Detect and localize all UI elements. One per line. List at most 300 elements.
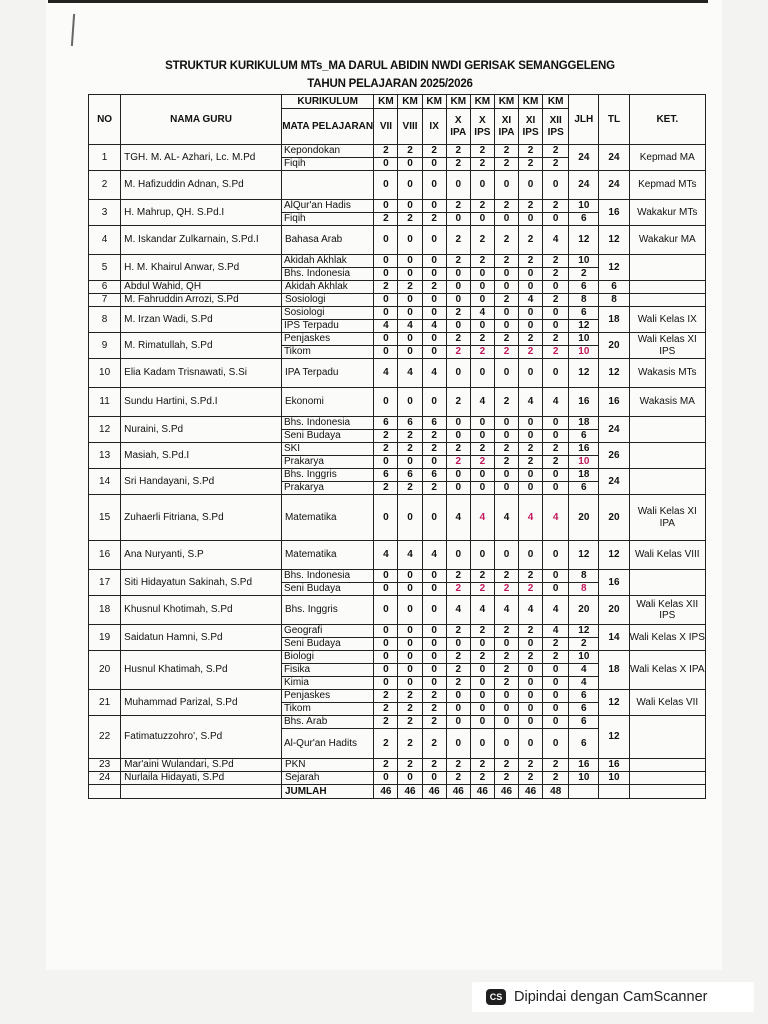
hour-value: 0 [447,268,470,281]
jlh-cell [569,716,599,759]
subject-name: Bhs. Arab [283,716,328,728]
hour-value: 0 [543,359,569,388]
teacher-row [89,226,706,255]
teacher-row [89,495,706,541]
hour-value: 0 [383,307,389,319]
hour-value: 4 [422,359,446,388]
hour-cell [470,625,494,651]
row-number: 19 [89,625,121,651]
hour-cell [543,570,569,596]
hour-cell [374,469,398,495]
hour-value: 2 [455,570,462,582]
hour-value: 2 [423,213,446,226]
hour-value: 0 [495,729,518,759]
hour-value: 0 [527,469,534,481]
row-number: 7 [89,294,121,307]
hour-value: 0 [543,583,568,596]
hour-value: 0 [374,456,397,469]
hour-value: 0 [398,583,421,596]
hour-value: 2 [470,226,494,255]
teacher-name: Abdul Wahid, QH [121,281,282,294]
tl-value: 14 [599,625,629,651]
hour-value: 0 [471,677,494,690]
hour-value: 2 [527,570,534,582]
subject-name: Seni Budaya [282,583,373,596]
jlh-value: 6 [569,430,598,443]
hour-value: 0 [519,482,542,495]
header-class: X IPS [470,109,494,145]
teacher-name: Mar'aini Wulandari, S.Pd [121,759,282,772]
hour-value: 0 [446,171,470,200]
hour-value: 0 [543,664,568,677]
subject-name: Bhs. Indonesia [282,268,373,281]
tl-value: 16 [599,200,629,226]
jlh-cell [569,690,599,716]
header-km: KM [494,95,518,109]
keterangan: Wali Kelas X IPA [629,651,705,690]
hour-cell [398,625,422,651]
subject-name: Matematika [281,495,373,541]
row-number: 22 [89,716,121,759]
hour-value: 0 [423,638,446,651]
teacher-row [89,417,706,443]
hour-value: 4 [422,541,446,570]
hour-value: 0 [495,638,518,651]
jlh-value: 10 [578,651,590,663]
teacher-row [89,772,706,785]
hour-value: 0 [479,690,486,702]
hour-cell [519,333,543,359]
subject-name: Fiqih [282,213,373,226]
hour-value: 0 [407,200,413,212]
hour-value: 4 [470,596,494,625]
jumlah-row [89,785,706,799]
hour-value: 0 [543,541,569,570]
hour-value: 4 [398,359,422,388]
hour-cell [398,255,422,281]
hour-cell [398,417,422,443]
hour-value: 0 [447,430,470,443]
hour-value: 2 [503,651,510,663]
hour-cell [543,417,569,443]
hour-value: 0 [471,482,494,495]
hour-cell [374,443,398,469]
hour-cell [422,469,446,495]
teacher-name: Husnul Khatimah, S.Pd [121,651,282,690]
hour-value: 0 [423,346,446,359]
jlh-value: 6 [569,482,598,495]
hour-value: 0 [398,772,422,785]
hour-value: 2 [503,200,510,212]
row-number: 17 [89,570,121,596]
jumlah-value: 46 [398,785,422,799]
hour-value: 2 [527,333,534,345]
hour-value: 0 [423,456,446,469]
hour-cell [446,570,470,596]
subject-name: Sosiologi [283,307,325,319]
hour-value: 2 [519,583,542,596]
hour-cell [398,200,422,226]
tl-value: 12 [599,255,629,281]
hour-value: 0 [471,729,494,759]
jlh-value: 10 [578,333,590,345]
camscanner-logo-icon: CS [486,989,506,1005]
header-km: KM [374,95,398,109]
watermark-text: Dipindai dengan CamScanner [514,989,708,1005]
hour-value: 0 [471,664,494,677]
hour-value: 4 [543,495,569,541]
jumlah-value: 48 [543,785,569,799]
row-number: 9 [89,333,121,359]
hour-cell [470,716,494,759]
hour-value: 0 [471,430,494,443]
hour-value: 0 [494,171,518,200]
keterangan: Kepmad MA [629,145,705,171]
teacher-row [89,651,706,690]
hour-value: 2 [423,703,446,716]
keterangan [629,443,705,469]
jlh-value: 16 [578,443,590,455]
header-km: KM [543,95,569,109]
hour-cell [422,716,446,759]
hour-value: 0 [422,171,446,200]
tl-value: 12 [599,226,629,255]
hour-cell [446,307,470,333]
teacher-row [89,690,706,716]
hour-value: 0 [495,268,518,281]
subject-name: Akidah Akhlak [281,281,373,294]
hour-cell [494,469,518,495]
hour-cell [470,307,494,333]
teacher-row [89,443,706,469]
hour-value: 0 [398,346,421,359]
jumlah-value: 46 [519,785,543,799]
hour-cell [470,333,494,359]
jlh-value: 12 [569,541,599,570]
row-number: 5 [89,255,121,281]
hour-cell [374,417,398,443]
hour-value: 2 [374,729,397,759]
hour-cell [398,333,422,359]
hour-value: 2 [479,651,486,663]
hour-value: 0 [519,171,543,200]
hour-value: 2 [455,145,462,157]
hour-value: 0 [495,482,518,495]
row-number: 1 [89,145,121,171]
hour-value: 2 [431,145,437,157]
hour-value: 2 [374,213,397,226]
teacher-row [89,145,706,171]
row-number: 12 [89,417,121,443]
teacher-row [89,541,706,570]
teacher-name: M. Hafizuddin Adnan, S.Pd [121,171,282,200]
subject-name: Akidah Akhlak [283,255,347,267]
tl-value: 26 [599,443,629,469]
hour-value: 4 [374,541,398,570]
hour-value: 0 [374,158,397,171]
hour-value: 0 [519,638,542,651]
hour-cell [494,200,518,226]
hour-value: 2 [455,651,462,663]
hour-cell [374,625,398,651]
hour-value: 0 [431,625,437,637]
hour-cell [543,145,569,171]
hour-cell [543,200,569,226]
hour-value: 2 [552,333,559,345]
hour-value: 2 [455,443,462,455]
hour-value: 2 [422,759,446,772]
jlh-value: 6 [581,690,587,702]
hour-value: 2 [471,346,494,359]
hour-value: 2 [543,456,568,469]
teacher-name: Sri Handayani, S.Pd [121,469,282,495]
hour-value: 2 [495,346,518,359]
teacher-name: TGH. M. AL- Azhari, Lc. M.Pd [121,145,282,171]
header-nama-guru: NAMA GURU [121,95,282,145]
hour-value: 2 [447,158,470,171]
jlh-value: 6 [569,703,598,716]
jlh-cell [569,651,599,690]
hour-value: 0 [447,320,470,333]
hour-value: 2 [519,226,543,255]
row-number: 23 [89,759,121,772]
hour-value: 2 [447,456,470,469]
jlh-cell [569,255,599,281]
jumlah-value: 46 [446,785,470,799]
hour-value: 0 [519,664,542,677]
hour-cell [519,255,543,281]
hour-value: 0 [422,294,446,307]
hour-value: 0 [470,541,494,570]
jumlah-value: 46 [422,785,446,799]
teacher-row [89,469,706,495]
subject-name: Penjaskes [283,333,331,345]
hour-value: 0 [374,596,398,625]
hour-value: 0 [552,690,559,702]
tl-value: 20 [599,333,629,359]
hour-value: 2 [552,443,559,455]
hour-value: 4 [446,596,470,625]
teacher-name: Nurlaila Hidayati, S.Pd [121,772,282,785]
hour-value: 4 [479,307,486,319]
hour-value: 2 [447,346,470,359]
hour-value: 0 [431,255,437,267]
tl-value: 24 [599,171,629,200]
hour-value: 2 [470,759,494,772]
hour-cell [543,469,569,495]
hour-value: 0 [519,729,542,759]
subject-cell [281,200,373,226]
hour-cell [494,690,518,716]
teacher-name: Ana Nuryanti, S.P [121,541,282,570]
hour-value: 2 [495,677,518,690]
hour-value: 2 [423,482,446,495]
hour-value: 0 [431,570,437,582]
subject-name: Matematika [281,541,373,570]
row-number: 21 [89,690,121,716]
teacher-row [89,255,706,281]
teacher-name: Sundu Hartini, S.Pd.I [121,388,282,417]
subject-name: Biologi [283,651,314,663]
subject-name: Fisika [282,664,373,677]
hour-cell [398,716,422,759]
hour-value: 2 [431,690,437,702]
hour-value: 0 [447,482,470,495]
hour-cell [374,690,398,716]
teacher-name: M. Fahruddin Arrozi, S.Pd [121,294,282,307]
jlh-value: 6 [569,729,598,759]
hour-value: 0 [527,690,534,702]
hour-value: 4 [552,625,559,637]
hour-cell [543,333,569,359]
hour-cell [519,443,543,469]
hour-value: 0 [383,255,389,267]
hour-value: 0 [519,703,542,716]
hour-value: 0 [519,268,542,281]
hour-value: 4 [446,495,470,541]
hour-value: 2 [543,346,568,359]
jlh-value: 6 [581,716,587,728]
tl-value: 8 [599,294,629,307]
subject-name: Bahasa Arab [281,226,373,255]
hour-value: 0 [543,482,568,495]
tl-value: 24 [599,417,629,443]
hour-value: 0 [543,213,568,226]
hour-value: 4 [494,495,518,541]
row-number: 16 [89,541,121,570]
hour-value: 2 [407,443,413,455]
subject-name: Bhs. Inggris [283,469,337,481]
hour-cell [422,651,446,690]
hour-value: 2 [495,583,518,596]
hour-value: 0 [543,430,568,443]
hour-value: 2 [431,443,437,455]
hour-value: 2 [407,145,413,157]
hour-value: 0 [383,200,389,212]
hour-value: 4 [470,495,494,541]
hour-value: 0 [543,281,569,294]
teacher-name: Nuraini, S.Pd [121,417,282,443]
header-km: KM [398,95,422,109]
hour-value: 0 [519,213,542,226]
hour-cell [374,255,398,281]
row-number: 8 [89,307,121,333]
hour-cell [398,690,422,716]
hour-value: 2 [423,729,446,759]
header-no: NO [89,95,121,145]
subject-name [281,171,373,200]
hour-cell [494,417,518,443]
hour-cell [446,469,470,495]
header-km: KM [446,95,470,109]
jlh-value: 18 [578,469,590,481]
hour-value: 2 [455,200,462,212]
hour-value: 2 [398,703,421,716]
hour-value: 0 [503,469,510,481]
hour-cell [519,570,543,596]
hour-value: 0 [374,664,397,677]
hour-value: 2 [407,716,413,728]
subject-name: Kimia [282,677,373,690]
row-number: 18 [89,596,121,625]
hour-cell [494,443,518,469]
hour-value: 0 [495,703,518,716]
subject-cell [281,690,373,716]
subject-name: Sosiologi [281,294,373,307]
hour-cell [446,690,470,716]
jlh-value: 10 [569,772,599,785]
hour-value: 0 [422,596,446,625]
hour-value: 2 [503,333,510,345]
hour-value: 2 [527,255,534,267]
hour-cell [398,570,422,596]
jlh-cell [569,307,599,333]
hour-value: 0 [470,359,494,388]
subject-cell [281,469,373,495]
hour-cell [422,255,446,281]
tl-value: 20 [599,596,629,625]
hour-value: 2 [471,583,494,596]
hour-cell [494,255,518,281]
hour-value: 0 [398,456,421,469]
hour-value: 2 [374,281,398,294]
keterangan [629,255,705,281]
keterangan [629,294,705,307]
hour-value: 0 [431,651,437,663]
hour-value: 2 [446,772,470,785]
row-number: 20 [89,651,121,690]
hour-cell [519,690,543,716]
hour-cell [398,145,422,171]
hour-cell [519,469,543,495]
jlh-value: 16 [569,388,599,417]
jlh-value: 4 [569,677,598,690]
hour-value: 4 [398,541,422,570]
hour-value: 0 [398,268,421,281]
hour-value: 0 [543,320,568,333]
subject-name: Sejarah [281,772,373,785]
hour-value: 0 [519,359,543,388]
hour-value: 2 [479,255,486,267]
hour-cell [422,417,446,443]
hour-value: 0 [471,268,494,281]
hour-value: 2 [398,430,421,443]
jlh-value: 6 [569,281,599,294]
hour-value: 2 [470,772,494,785]
subject-name: Bhs. Indonesia [283,417,351,429]
teacher-name: H. Mahrup, QH. S.Pd.I [121,200,282,226]
hour-value: 2 [455,625,462,637]
jlh-value: 12 [569,226,599,255]
hour-value: 2 [422,281,446,294]
hour-value: 2 [552,651,559,663]
keterangan: Wali Kelas IX [629,307,705,333]
jlh-cell [569,200,599,226]
subject-name: Seni Budaya [282,430,373,443]
hour-value: 0 [398,495,422,541]
subject-name: Tikom [282,703,373,716]
hour-value: 2 [431,716,437,728]
teacher-row [89,281,706,294]
header-mata-pelajaran: MATA PELAJARAN [281,109,373,145]
hour-value: 2 [552,145,559,157]
hour-value: 0 [503,716,510,728]
hour-value: 0 [407,625,413,637]
teacher-row [89,570,706,596]
subject-cell [281,716,373,759]
jlh-cell [569,469,599,495]
hour-value: 2 [374,482,397,495]
